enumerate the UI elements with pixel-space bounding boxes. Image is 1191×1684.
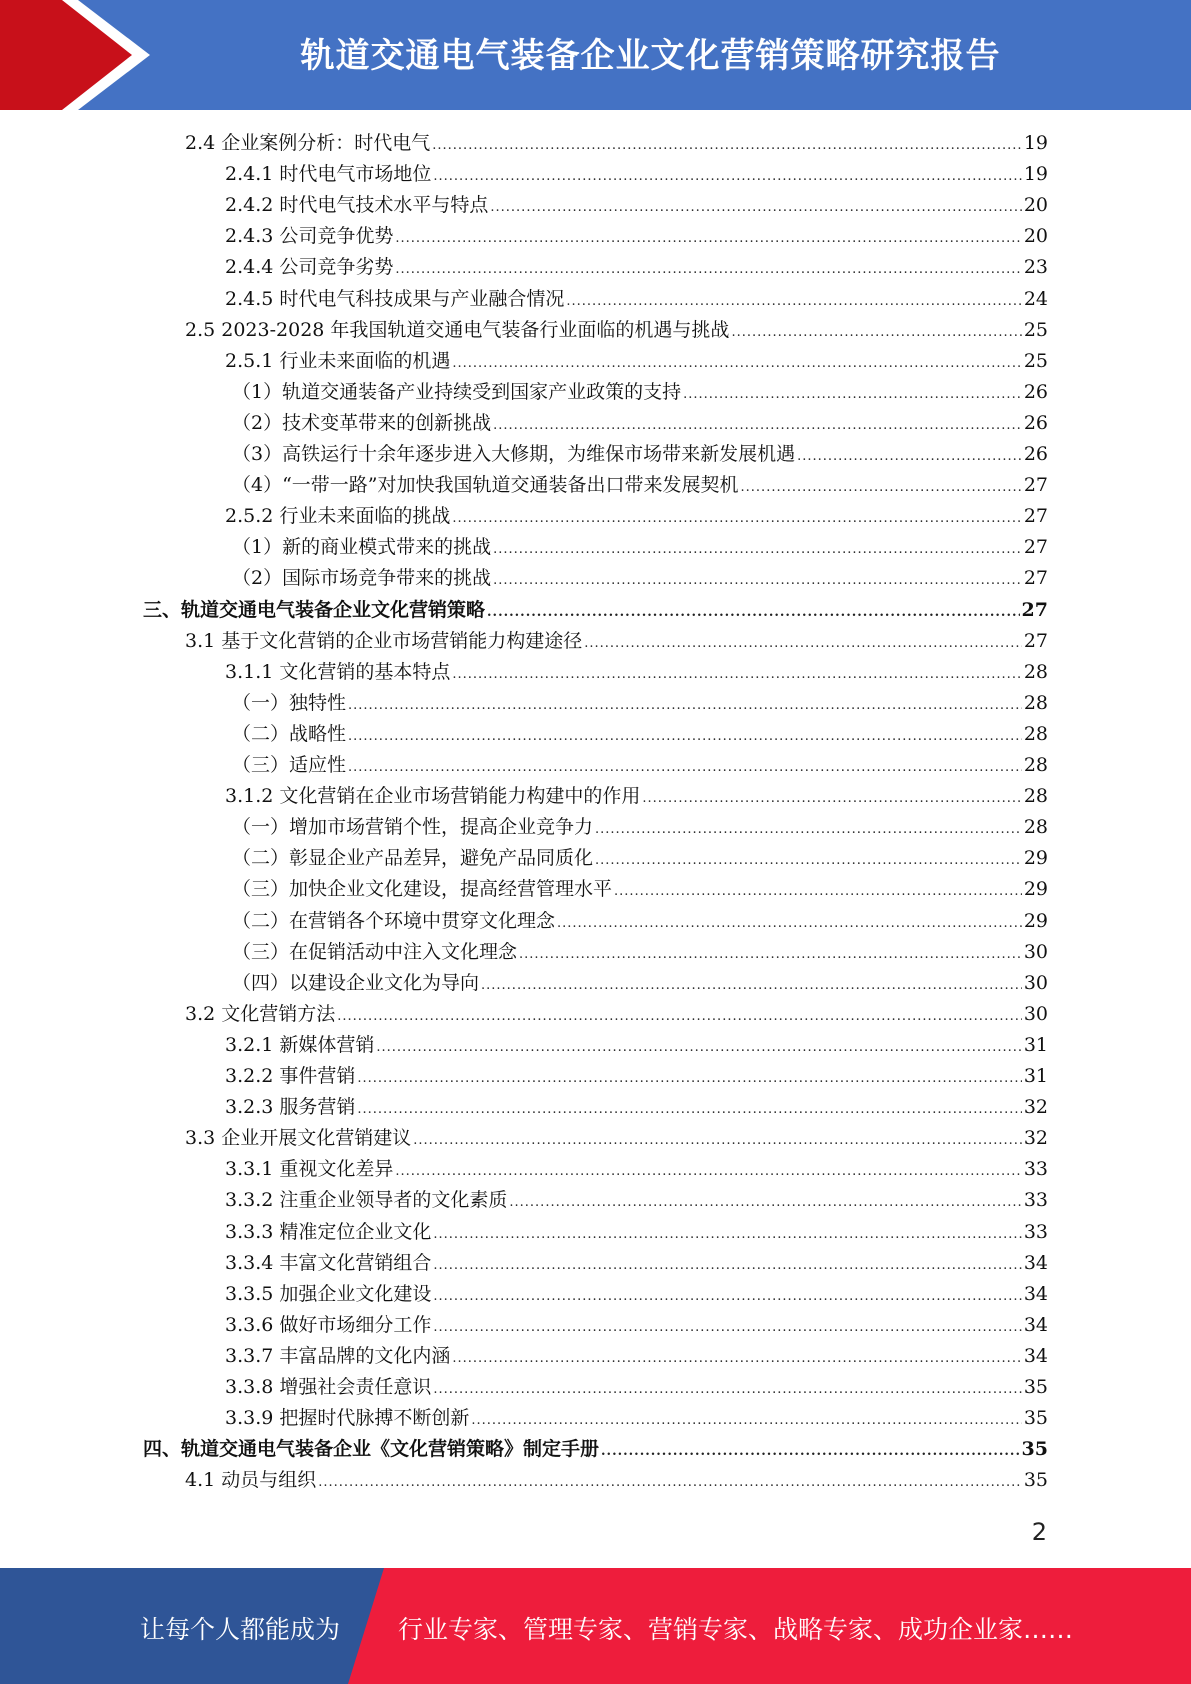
toc-entry-label: 3.3.7 丰富品牌的文化内涵 <box>225 1344 451 1367</box>
toc-dot-leader <box>413 1125 1022 1156</box>
toc-dot-leader <box>318 1467 1022 1498</box>
toc-entry-label: 2.4.3 公司竞争优势 <box>225 225 394 248</box>
toc-entry[interactable] <box>225 1030 1048 1061</box>
toc-entry[interactable] <box>225 1248 1048 1279</box>
toc-entry-page: 25 <box>1023 318 1048 341</box>
toc-entry-label: 2.5.2 行业未来面临的挑战 <box>225 505 451 528</box>
toc-dot-leader <box>741 472 1022 503</box>
toc-entry[interactable] <box>225 1310 1048 1341</box>
toc-dot-leader <box>642 783 1021 814</box>
toc-entry-page: 28 <box>1023 785 1048 808</box>
toc-entry[interactable] <box>225 284 1048 315</box>
toc-entry[interactable] <box>232 470 1048 501</box>
toc-entry-page: 26 <box>1023 380 1048 403</box>
toc-entry-page: 29 <box>1023 878 1048 901</box>
toc-entry-label: 三、轨道交通电气装备企业文化营销策略 <box>143 598 486 621</box>
toc-dot-leader <box>683 379 1022 410</box>
toc-entry-page: 26 <box>1023 443 1048 465</box>
toc-dot-leader <box>614 876 1022 907</box>
toc-dot-leader <box>452 503 1021 534</box>
toc-entry-label: （4）“一带一路”对加快我国轨道交通装备出口带来发展契机 <box>232 474 739 497</box>
toc-dot-leader <box>490 192 1021 223</box>
toc-entry-label: （二）彰显企业产品差异，避免产品同质化 <box>232 847 594 870</box>
toc-entry[interactable] <box>185 128 1048 159</box>
toc-dot-leader <box>433 161 1021 192</box>
toc-entry-page: 27 <box>1023 629 1048 652</box>
toc-dot-leader <box>433 1374 1021 1405</box>
toc-entry[interactable] <box>232 906 1048 937</box>
toc-entry-page: 28 <box>1023 754 1048 776</box>
toc-dot-leader <box>452 659 1021 690</box>
toc-dot-leader <box>395 1156 1021 1187</box>
toc-entry-page: 28 <box>1023 722 1048 745</box>
footer-slogan-left: 让每个人都能成为 <box>140 1615 341 1644</box>
toc-entry[interactable] <box>225 346 1048 377</box>
toc-entry[interactable] <box>185 999 1048 1030</box>
toc-entry-page: 26 <box>1023 411 1048 434</box>
toc-entry[interactable] <box>225 1217 1048 1248</box>
toc-entry-page: 34 <box>1023 1313 1048 1336</box>
toc-dot-leader <box>348 752 1022 783</box>
toc-entry-page: 28 <box>1023 691 1048 714</box>
toc-dot-leader <box>432 130 1022 161</box>
toc-entry-label: 3.1 基于文化营销的企业市场营销能力构建途径 <box>185 629 583 652</box>
toc-dot-leader <box>493 565 1022 596</box>
toc-entry-page: 27 <box>1023 505 1048 528</box>
toc-entry-label: 3.3 企业开展文化营销建议 <box>185 1127 412 1150</box>
toc-dot-leader <box>471 1405 1021 1436</box>
toc-entry[interactable] <box>225 1279 1048 1310</box>
toc-entry-label: 3.3.6 做好市场细分工作 <box>225 1313 432 1336</box>
toc-entry-label: 3.2.1 新媒体营销 <box>225 1033 375 1056</box>
toc-entry-page: 19 <box>1023 132 1048 154</box>
toc-entry-page: 33 <box>1023 1220 1048 1243</box>
toc-entry-page: 35 <box>1021 1438 1048 1461</box>
toc-entry[interactable] <box>225 190 1048 221</box>
toc-entry-label: （2）国际市场竞争带来的挑战 <box>232 567 492 590</box>
toc-dot-leader <box>601 1436 1020 1467</box>
toc-entry-label: （1）新的商业模式带来的挑战 <box>232 536 492 559</box>
toc-entry-label: 2.5.1 行业未来面临的机遇 <box>225 349 451 372</box>
toc-dot-leader <box>376 1032 1021 1063</box>
toc-entry-label: （三）在促销活动中注入文化理念 <box>232 940 518 963</box>
toc-entry-page: 25 <box>1023 349 1048 372</box>
toc-entry[interactable] <box>232 408 1048 439</box>
toc-entry[interactable] <box>143 595 1048 626</box>
toc-entry-page: 23 <box>1023 256 1048 279</box>
toc-entry-page: 33 <box>1023 1189 1048 1212</box>
toc-entry-label: 3.3.9 把握时代脉搏不断创新 <box>225 1407 470 1430</box>
toc-entry-page: 27 <box>1021 598 1048 621</box>
toc-dot-leader <box>595 845 1022 876</box>
toc-entry[interactable] <box>232 377 1048 408</box>
toc-dot-leader <box>493 534 1022 565</box>
toc-entry-page: 28 <box>1023 660 1048 683</box>
toc-entry[interactable] <box>225 252 1048 283</box>
toc-entry-page: 31 <box>1023 1065 1048 1087</box>
toc-entry-page: 20 <box>1023 225 1048 248</box>
toc-entry-label: （3）高铁运行十余年逐步进入大修期，为维保市场带来新发展机遇 <box>232 443 796 465</box>
toc-entry-label: （三）加快企业文化建设，提高经营管理水平 <box>232 878 613 901</box>
header-chevron-decoration <box>0 0 150 110</box>
toc-entry-label: 3.3.1 重视文化差异 <box>225 1158 394 1181</box>
toc-entry[interactable] <box>232 843 1048 874</box>
toc-entry-page: 29 <box>1023 909 1048 932</box>
toc-entry-label: （2）技术变革带来的创新挑战 <box>232 411 492 434</box>
toc-dot-leader <box>595 814 1022 845</box>
toc-entry-page: 29 <box>1023 847 1048 870</box>
toc-entry[interactable] <box>225 1341 1048 1372</box>
toc-entry-label: 3.1.2 文化营销在企业市场营销能力构建中的作用 <box>225 785 641 808</box>
toc-dot-leader <box>337 1001 1022 1032</box>
toc-entry-page: 19 <box>1023 163 1048 186</box>
toc-entry-label: 3.3.4 丰富文化营销组合 <box>225 1251 432 1274</box>
toc-entry-label: 3.2.3 服务营销 <box>225 1096 356 1119</box>
toc-entry-label: 3.2 文化营销方法 <box>185 1002 336 1025</box>
toc-entry[interactable] <box>225 1061 1048 1092</box>
toc-entry[interactable] <box>185 1123 1048 1154</box>
toc-entry-page: 32 <box>1023 1096 1048 1119</box>
toc-entry-label: 3.3.2 注重企业领导者的文化素质 <box>225 1189 508 1212</box>
toc-entry-label: 3.1.1 文化营销的基本特点 <box>225 660 451 683</box>
toc-dot-leader <box>487 597 1020 628</box>
toc-entry-page: 28 <box>1023 816 1048 839</box>
toc-dot-leader <box>509 1187 1021 1218</box>
toc-entry[interactable] <box>225 501 1048 532</box>
toc-dot-leader <box>395 254 1021 285</box>
toc-dot-leader <box>433 1219 1021 1250</box>
toc-entry-label: 2.4.4 公司竞争劣势 <box>225 256 394 279</box>
footer-slogan-right: 行业专家、管理专家、营销专家、战略专家、成功企业家…… <box>398 1615 1074 1644</box>
toc-entry-page: 31 <box>1023 1033 1048 1056</box>
toc-entry-label: 3.3.5 加强企业文化建设 <box>225 1282 432 1305</box>
toc-dot-leader <box>566 286 1021 317</box>
toc-entry[interactable] <box>232 563 1048 594</box>
toc-dot-leader <box>357 1063 1021 1094</box>
toc-dot-leader <box>452 348 1021 379</box>
toc-entry-page: 35 <box>1023 1407 1048 1430</box>
toc-entry[interactable] <box>232 874 1048 905</box>
toc-dot-leader <box>797 441 1022 472</box>
toc-entry-page: 33 <box>1023 1158 1048 1181</box>
toc-entry[interactable] <box>232 750 1048 781</box>
toc-entry-label: （三）适应性 <box>232 754 347 776</box>
toc-entry-label: （一）增加市场营销个性，提高企业竞争力 <box>232 816 594 839</box>
toc-entry-label: （二）战略性 <box>232 722 347 745</box>
toc-entry[interactable] <box>185 315 1048 346</box>
toc-dot-leader <box>557 908 1022 939</box>
toc-entry-page: 24 <box>1023 287 1048 310</box>
toc-dot-leader <box>731 317 1021 348</box>
toc-dot-leader <box>348 690 1022 721</box>
toc-dot-leader <box>433 1250 1021 1281</box>
toc-entry[interactable] <box>225 1403 1048 1434</box>
toc-entry[interactable] <box>232 439 1048 470</box>
toc-entry-label: 3.3.8 增强社会责任意识 <box>225 1376 432 1398</box>
toc-entry[interactable] <box>232 937 1048 968</box>
toc-entry-page: 27 <box>1023 474 1048 497</box>
toc-entry[interactable] <box>185 1465 1048 1496</box>
toc-entry[interactable] <box>232 688 1048 719</box>
toc-entry-page: 32 <box>1023 1127 1048 1150</box>
toc-entry-page: 34 <box>1023 1344 1048 1367</box>
toc-entry-page: 35 <box>1023 1469 1048 1492</box>
toc-dot-leader <box>395 223 1021 254</box>
toc-dot-leader <box>519 939 1022 970</box>
toc-entry-page: 30 <box>1023 971 1048 994</box>
toc-entry-page: 34 <box>1023 1282 1048 1305</box>
toc-entry-page: 20 <box>1023 194 1048 217</box>
toc-entry-label: 2.4.5 时代电气科技成果与产业融合情况 <box>225 287 565 310</box>
toc-dot-leader <box>493 410 1022 441</box>
toc-entry-label: （1）轨道交通装备产业持续受到国家产业政策的支持 <box>232 380 682 403</box>
page-number: 2 <box>1031 1518 1047 1546</box>
toc-entry[interactable] <box>185 626 1048 657</box>
report-title: 轨道交通电气装备企业文化营销策略研究报告 <box>300 36 1001 76</box>
page-header <box>0 0 1191 110</box>
page-footer <box>0 1568 1191 1684</box>
toc-entry[interactable] <box>225 221 1048 252</box>
toc-dot-leader <box>584 628 1022 659</box>
toc-entry-label: 2.5 2023-2028 年我国轨道交通电气装备行业面临的机遇与挑战 <box>185 318 730 341</box>
toc-entry[interactable] <box>225 1372 1048 1403</box>
toc-entry[interactable] <box>225 657 1048 688</box>
toc-entry-label: 2.4.1 时代电气市场地位 <box>225 163 432 186</box>
toc-entry-label: 3.3.3 精准定位企业文化 <box>225 1220 432 1243</box>
toc-entry-page: 27 <box>1023 567 1048 590</box>
toc-entry-label: 4.1 动员与组织 <box>185 1469 317 1492</box>
toc-entry-label: （四）以建设企业文化为导向 <box>232 971 480 994</box>
toc-entry-page: 35 <box>1023 1376 1048 1398</box>
toc-entry-page: 30 <box>1023 940 1048 963</box>
toc-entry[interactable] <box>232 968 1048 999</box>
toc-entry[interactable] <box>143 1434 1048 1465</box>
toc-entry[interactable] <box>225 159 1048 190</box>
toc-entry-label: （二）在营销各个环境中贯穿文化理念 <box>232 909 556 932</box>
toc-entry-label: 四、轨道交通电气装备企业《文化营销策略》制定手册 <box>143 1438 600 1461</box>
toc-entry[interactable] <box>225 781 1048 812</box>
toc-entry[interactable] <box>225 1154 1048 1185</box>
toc-entry[interactable] <box>232 532 1048 563</box>
toc-dot-leader <box>452 1343 1021 1374</box>
toc-dot-leader <box>357 1094 1021 1125</box>
toc-entry-label: 2.4.2 时代电气技术水平与特点 <box>225 194 489 217</box>
toc-entry-page: 27 <box>1023 536 1048 559</box>
toc-entry-label: 2.4 企业案例分析：时代电气 <box>185 132 431 154</box>
toc-dot-leader <box>481 970 1022 1001</box>
toc-entry[interactable] <box>232 812 1048 843</box>
toc-dot-leader <box>433 1312 1021 1343</box>
toc-entry-page: 34 <box>1023 1251 1048 1274</box>
toc-entry[interactable] <box>225 1092 1048 1123</box>
toc-entry[interactable] <box>225 1185 1048 1216</box>
toc-dot-leader <box>433 1281 1021 1312</box>
toc-entry-label: （一）独特性 <box>232 691 347 714</box>
toc-dot-leader <box>348 721 1022 752</box>
toc-entry-page: 30 <box>1023 1002 1048 1025</box>
toc-entry-label: 3.2.2 事件营销 <box>225 1065 356 1087</box>
toc-entry[interactable] <box>232 719 1048 750</box>
